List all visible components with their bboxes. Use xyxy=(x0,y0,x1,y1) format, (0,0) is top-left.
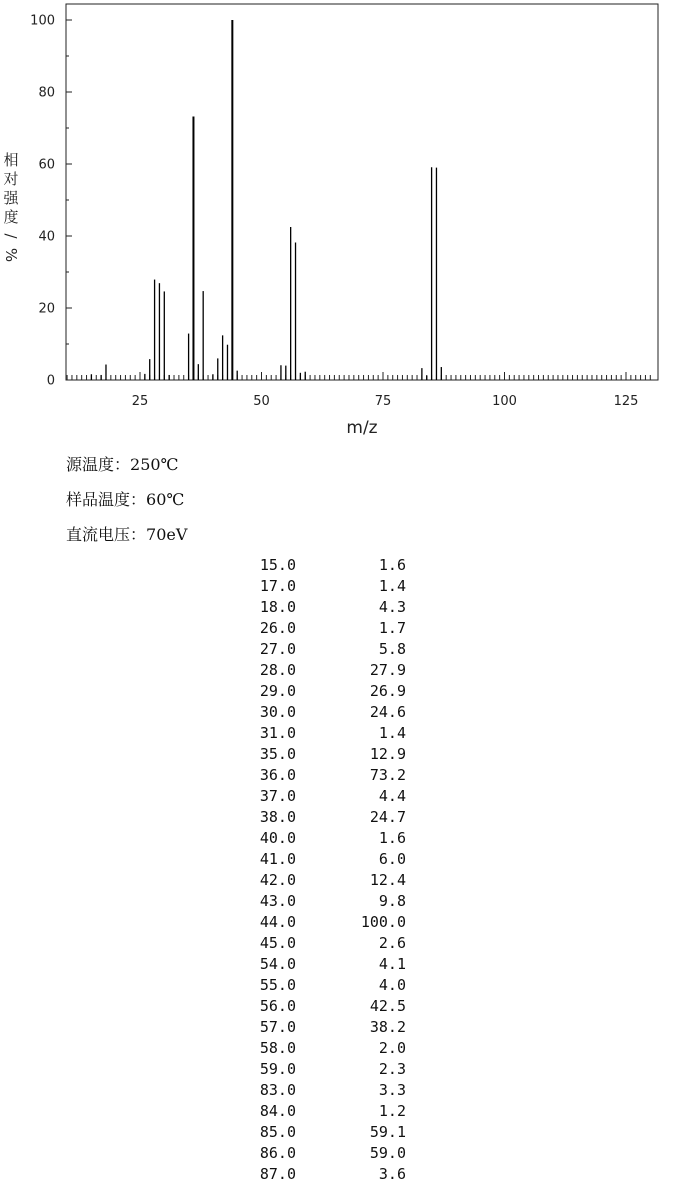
intensity-value: 1.6 xyxy=(378,829,406,847)
table-row xyxy=(240,850,410,871)
table-row xyxy=(240,1144,410,1165)
condition-line xyxy=(66,522,187,545)
intensity-value: 3.6 xyxy=(378,1165,406,1183)
mz-value: 55.0 xyxy=(259,976,296,994)
table-row xyxy=(240,640,410,661)
y-tick-label: 0 xyxy=(46,373,55,389)
table-row xyxy=(240,598,410,619)
condition-line xyxy=(66,452,178,475)
intensity-value: 4.4 xyxy=(378,787,406,805)
peak-table xyxy=(240,556,410,1186)
condition-line xyxy=(66,487,184,510)
intensity-value: 59.1 xyxy=(369,1123,406,1141)
intensity-value: 42.5 xyxy=(369,997,406,1015)
mz-value: 18.0 xyxy=(259,598,296,616)
condition-value: 60℃ xyxy=(146,490,185,509)
table-row xyxy=(240,976,410,997)
y-axis-label-char: / xyxy=(2,233,20,239)
y-tick-label: 100 xyxy=(30,13,55,29)
x-tick-label: 50 xyxy=(253,394,270,409)
intensity-value: 12.4 xyxy=(369,871,406,889)
mz-value: 58.0 xyxy=(259,1039,296,1057)
y-tick-label: 80 xyxy=(38,85,55,101)
table-row xyxy=(240,892,410,913)
intensity-value: 2.0 xyxy=(378,1039,406,1057)
table-row xyxy=(240,1081,410,1102)
intensity-value: 59.0 xyxy=(369,1144,406,1162)
mz-value: 84.0 xyxy=(259,1102,296,1120)
y-axis-label-char: 强 xyxy=(3,189,19,207)
y-tick-label: 40 xyxy=(38,229,55,245)
table-row xyxy=(240,724,410,745)
mz-value: 36.0 xyxy=(259,766,296,784)
x-tick-label: 125 xyxy=(613,394,639,409)
intensity-value: 27.9 xyxy=(369,661,406,679)
intensity-value: 100.0 xyxy=(360,913,406,931)
intensity-value: 9.8 xyxy=(378,892,406,910)
mz-value: 31.0 xyxy=(259,724,296,742)
table-row xyxy=(240,577,410,598)
intensity-value: 5.8 xyxy=(378,640,406,658)
table-row xyxy=(240,934,410,955)
intensity-value: 1.7 xyxy=(378,619,406,637)
table-row xyxy=(240,1060,410,1081)
mz-value: 44.0 xyxy=(259,913,296,931)
table-row xyxy=(240,745,410,766)
mz-value: 54.0 xyxy=(259,955,296,973)
mz-value: 35.0 xyxy=(259,745,296,763)
table-row xyxy=(240,1039,410,1060)
mz-value: 87.0 xyxy=(259,1165,296,1183)
mz-value: 59.0 xyxy=(259,1060,296,1078)
y-axis-label-char: % xyxy=(2,247,20,263)
mz-value: 43.0 xyxy=(259,892,296,910)
mz-value: 30.0 xyxy=(259,703,296,721)
table-row xyxy=(240,871,410,892)
table-row xyxy=(240,619,410,640)
mz-value: 37.0 xyxy=(259,787,296,805)
table-row xyxy=(240,661,410,682)
intensity-value: 2.3 xyxy=(378,1060,406,1078)
table-row xyxy=(240,787,410,808)
table-row xyxy=(240,556,410,577)
table-row xyxy=(240,829,410,850)
mz-value: 38.0 xyxy=(259,808,296,826)
intensity-value: 2.6 xyxy=(378,934,406,952)
intensity-value: 4.3 xyxy=(378,598,406,616)
mz-value: 40.0 xyxy=(259,829,296,847)
condition-value: 70eV xyxy=(146,525,188,544)
intensity-value: 12.9 xyxy=(369,745,406,763)
mz-value: 45.0 xyxy=(259,934,296,952)
table-row xyxy=(240,913,410,934)
intensity-value: 24.7 xyxy=(369,808,406,826)
mz-value: 41.0 xyxy=(259,850,296,868)
intensity-value: 1.4 xyxy=(378,577,406,595)
mz-value: 17.0 xyxy=(259,577,296,595)
intensity-value: 24.6 xyxy=(369,703,406,721)
y-axis-label-char: 相 xyxy=(3,151,19,169)
table-row xyxy=(240,997,410,1018)
intensity-value: 1.2 xyxy=(378,1102,406,1120)
spectrum-peaks xyxy=(91,20,441,380)
y-axis-label-char: 对 xyxy=(3,170,19,188)
intensity-value: 4.1 xyxy=(378,955,406,973)
mz-value: 57.0 xyxy=(259,1018,296,1036)
y-tick-label: 60 xyxy=(38,157,55,173)
mz-value: 85.0 xyxy=(259,1123,296,1141)
table-row xyxy=(240,808,410,829)
mass-spectrum-chart xyxy=(0,0,680,440)
mz-value: 28.0 xyxy=(259,661,296,679)
y-tick-label: 20 xyxy=(38,301,55,317)
x-tick-label: 100 xyxy=(492,394,517,409)
intensity-value: 1.4 xyxy=(378,724,406,742)
intensity-value: 1.6 xyxy=(378,556,406,574)
mz-value: 86.0 xyxy=(259,1144,296,1162)
mz-value: 15.0 xyxy=(259,556,296,574)
mz-value: 29.0 xyxy=(259,682,296,700)
table-row xyxy=(240,766,410,787)
condition-label: 源温度： xyxy=(66,455,131,474)
intensity-value: 38.2 xyxy=(369,1018,406,1036)
y-axis-label-char: 度 xyxy=(3,208,19,226)
mz-value: 42.0 xyxy=(259,871,296,889)
y-axis-label xyxy=(2,151,20,262)
mz-value: 83.0 xyxy=(259,1081,296,1099)
intensity-value: 3.3 xyxy=(378,1081,406,1099)
condition-label: 直流电压： xyxy=(66,525,147,544)
table-row xyxy=(240,1165,410,1186)
table-row xyxy=(240,703,410,724)
intensity-value: 73.2 xyxy=(369,766,406,784)
x-axis-label: m/z xyxy=(346,418,378,438)
condition-label: 样品温度： xyxy=(66,490,147,509)
table-row xyxy=(240,1018,410,1039)
table-row xyxy=(240,955,410,976)
intensity-value: 4.0 xyxy=(378,976,406,994)
table-row xyxy=(240,1123,410,1144)
intensity-value: 26.9 xyxy=(369,682,406,700)
x-tick-label: 75 xyxy=(374,394,392,409)
mz-value: 26.0 xyxy=(259,619,296,637)
mz-value: 56.0 xyxy=(259,997,296,1015)
mz-value: 27.0 xyxy=(259,640,296,658)
condition-value: 250℃ xyxy=(130,455,179,474)
table-row xyxy=(240,682,410,703)
x-tick-label: 25 xyxy=(131,394,149,409)
table-row xyxy=(240,1102,410,1123)
intensity-value: 6.0 xyxy=(378,850,406,868)
